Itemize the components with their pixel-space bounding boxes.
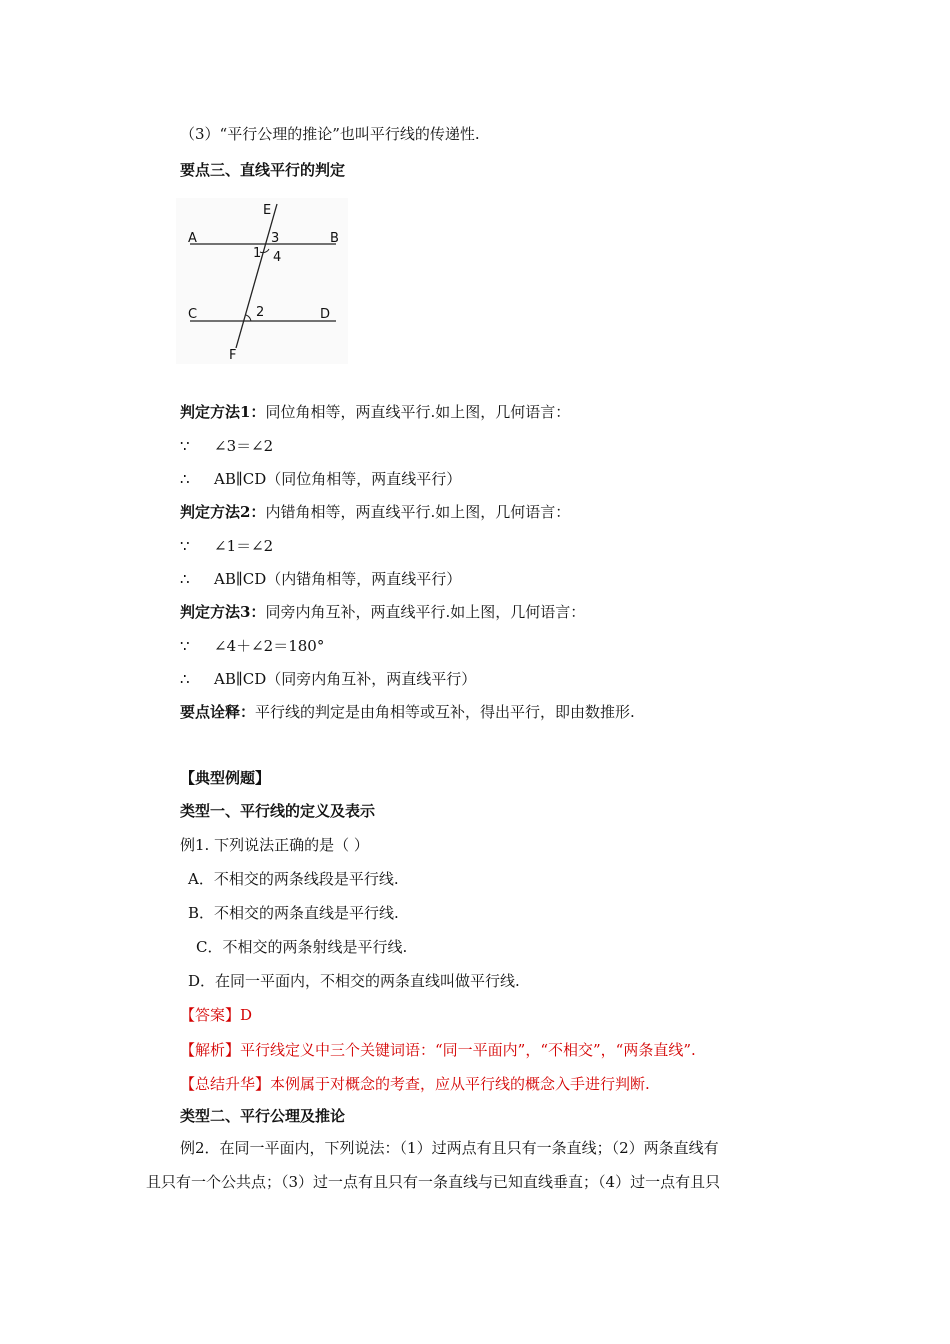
corollary-note: （3）“平行公理的推论”也叫平行线的传递性. (180, 125, 480, 143)
example-2-question-line-1: 例2．在同一平面内，下列说法：（1）过两点有且只有一条直线；（2）两条直线有 (180, 1139, 719, 1157)
method-3 (180, 602, 585, 622)
example-1-question: 例1. 下列说法正确的是（ ） (180, 836, 369, 854)
label-f: F (229, 348, 237, 363)
example-1-option-a: A．不相交的两条线段是平行线. (188, 870, 399, 888)
label-e: E (263, 203, 272, 218)
method-3-therefore (180, 669, 476, 689)
type2-heading: 类型二、平行公理及推论 (180, 1107, 346, 1125)
method-2-therefore (180, 569, 461, 589)
method-3-because (180, 636, 324, 656)
method-1 (180, 402, 570, 422)
label-d: D (320, 307, 331, 322)
method-1-text: 同位角相等，两直线平行.如上图，几何语言： (265, 403, 571, 421)
section-heading-parallel-criteria: 要点三、直线平行的判定 (180, 161, 346, 179)
method-1-label: 判定方法1： (180, 403, 266, 421)
because-symbol: ∵ (180, 537, 190, 555)
method-2 (180, 502, 570, 522)
example-1-option-b: B．不相交的两条直线是平行线. (188, 904, 399, 922)
examples-heading: 【典型例题】 (180, 769, 271, 787)
therefore-symbol: ∴ (180, 470, 190, 488)
therefore-symbol: ∴ (180, 570, 190, 588)
key-note (180, 702, 635, 722)
figure-background (176, 198, 348, 364)
label-b: B (330, 231, 339, 246)
label-c: C (188, 307, 198, 322)
method-1-therefore-text: AB∥CD（同位角相等，两直线平行） (214, 470, 462, 488)
method-3-because-text: ∠4＋∠2＝180° (214, 637, 325, 655)
example-1-answer: 【答案】D (180, 1006, 253, 1024)
key-note-text: 平行线的判定是由角相等或互补，得出平行，即由数推形. (255, 703, 635, 721)
method-1-because (180, 436, 273, 456)
parallel-lines-figure (176, 198, 348, 364)
method-2-label: 判定方法2： (180, 503, 266, 521)
method-2-because-text: ∠1＝∠2 (214, 537, 274, 555)
method-3-therefore-text: AB∥CD（同旁内角互补，两直线平行） (214, 670, 477, 688)
example-1-summary: 【总结升华】本例属于对概念的考查，应从平行线的概念入手进行判断. (180, 1075, 650, 1093)
label-angle-2: 2 (256, 305, 265, 320)
label-angle-4: 4 (273, 250, 282, 265)
method-2-because (180, 536, 273, 556)
method-3-label: 判定方法3： (180, 603, 266, 621)
label-a: A (188, 231, 197, 246)
example-1-option-c: C．不相交的两条射线是平行线. (196, 938, 408, 956)
method-1-therefore (180, 469, 461, 489)
example-2-question-line-2: 且只有一个公共点；（3）过一点有且只有一条直线与已知直线垂直；（4）过一点有且只 (146, 1173, 721, 1191)
example-1-option-d: D．在同一平面内，不相交的两条直线叫做平行线. (188, 972, 520, 990)
because-symbol: ∵ (180, 637, 190, 655)
key-note-label: 要点诠释： (180, 703, 256, 721)
label-angle-3: 3 (271, 231, 280, 246)
type1-heading: 类型一、平行线的定义及表示 (180, 802, 376, 820)
example-1-analysis: 【解析】平行线定义中三个关键词语：“同一平面内”，“不相交”，“两条直线”. (180, 1041, 696, 1059)
label-angle-1: 1 (253, 246, 262, 261)
method-1-because-text: ∠3＝∠2 (214, 437, 274, 455)
therefore-symbol: ∴ (180, 670, 190, 688)
because-symbol: ∵ (180, 437, 190, 455)
method-3-text: 同旁内角互补，两直线平行.如上图，几何语言： (265, 603, 586, 621)
method-2-therefore-text: AB∥CD（内错角相等，两直线平行） (214, 570, 462, 588)
method-2-text: 内错角相等，两直线平行.如上图，几何语言： (265, 503, 571, 521)
